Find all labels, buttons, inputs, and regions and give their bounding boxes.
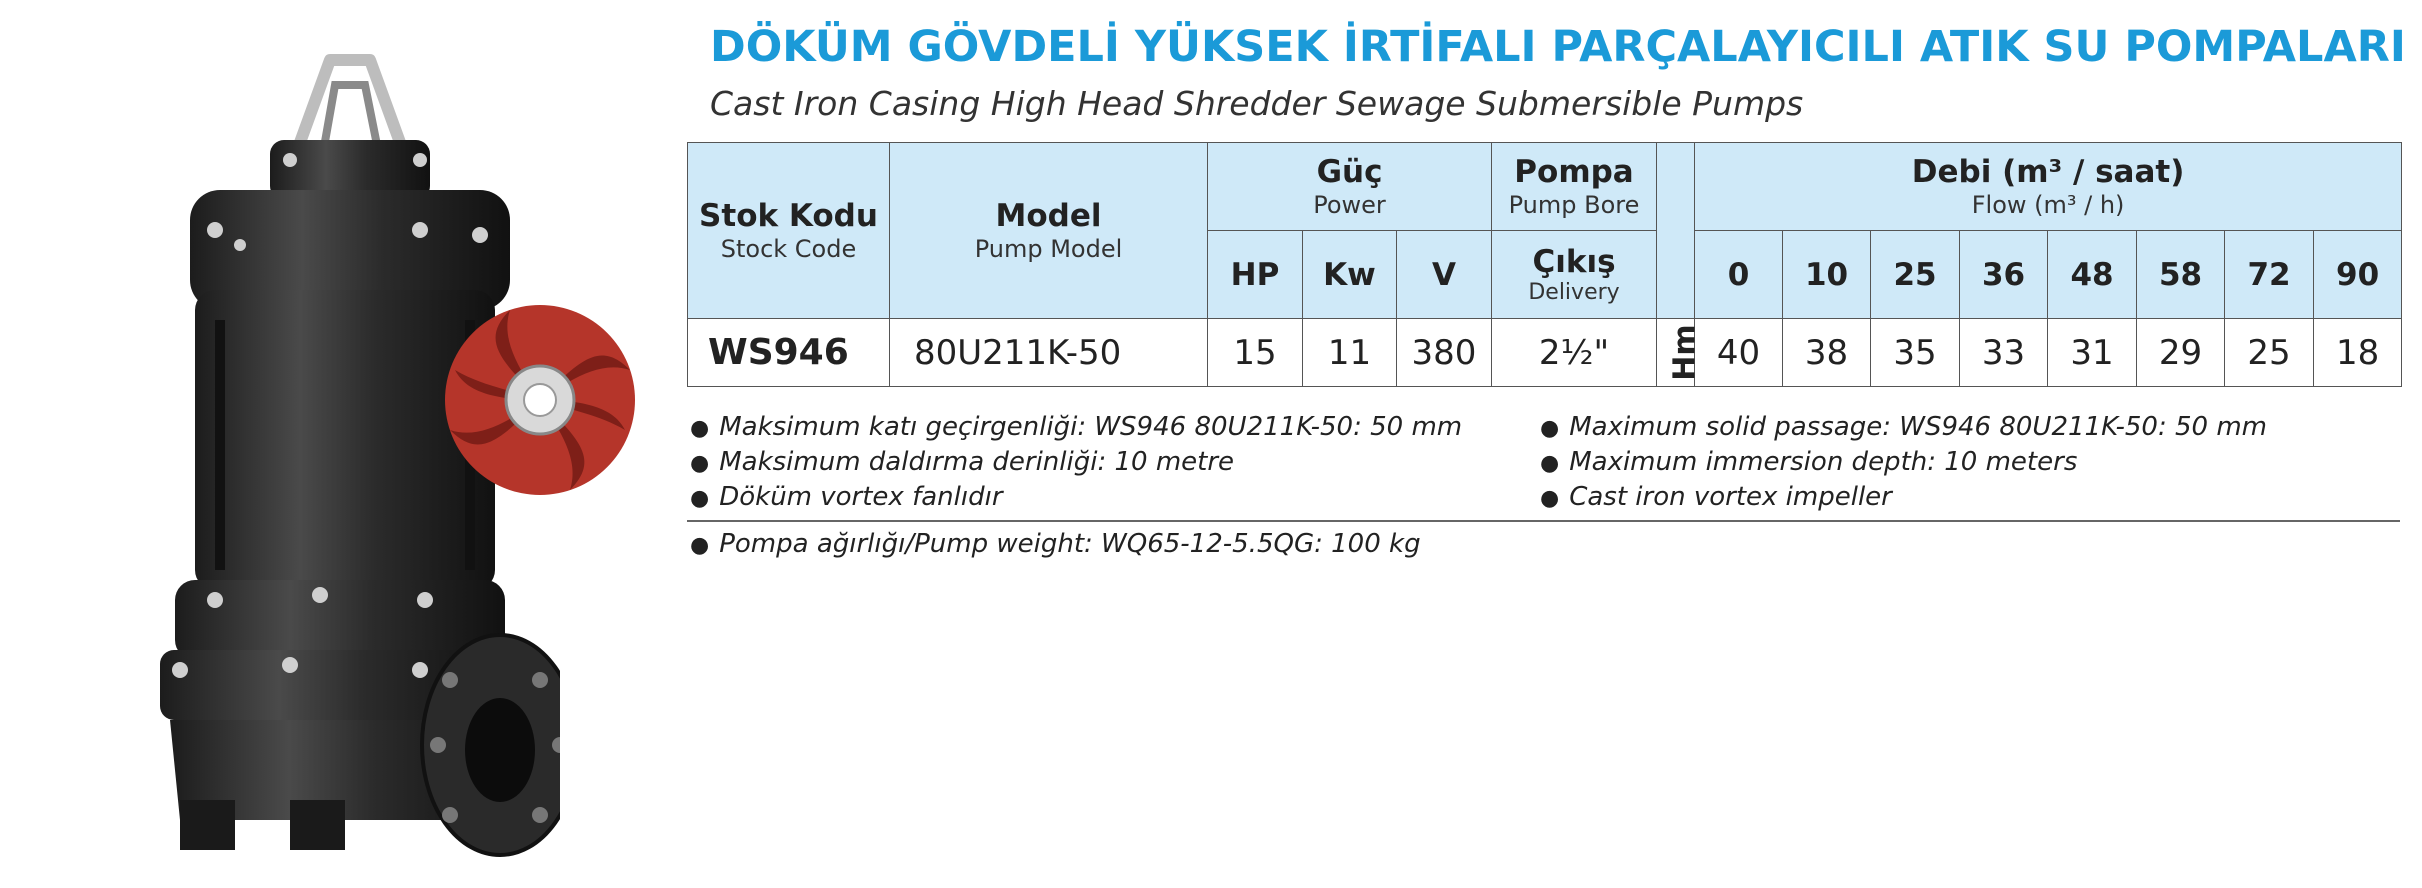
head-cell: 25: [2225, 319, 2314, 387]
head-cell: 18: [2314, 319, 2402, 387]
flow-header-en: Flow (m³ / h): [1971, 190, 2125, 219]
head-cell: 31: [2048, 319, 2137, 387]
delivery-cell: 2½": [1492, 319, 1657, 387]
flow-point: 72: [2225, 231, 2314, 319]
bullet-icon: ●: [1540, 416, 1560, 441]
delivery-header: [1492, 231, 1657, 319]
model-header: [890, 143, 1208, 319]
flow-point: 58: [2137, 231, 2225, 319]
hm-header-cell: [1657, 143, 1695, 319]
notes-english: [1540, 410, 2267, 515]
kw-cell: 11: [1303, 319, 1397, 387]
note-item: ● Maximum solid passage: WS946 80U211K-50: 50 mm: [1540, 412, 2268, 442]
bullet-icon: ●: [1540, 451, 1560, 476]
power-header-en: Power: [1313, 190, 1386, 219]
impeller-image: [440, 300, 640, 500]
flow-point: 90: [2314, 231, 2402, 319]
page-subtitle: Cast Iron Casing High Head Shredder Sewage Submersible Pumps: [710, 84, 1804, 123]
head-cell: 40: [1695, 319, 1783, 387]
stock-code-header: [688, 143, 890, 319]
model-header-tr: Model: [995, 197, 1102, 234]
flow-header: [1695, 143, 2402, 231]
hm-cell: [1657, 319, 1703, 387]
kw-header: Kw: [1303, 231, 1397, 319]
note-item: ● Maximum immersion depth: 10 meters: [1540, 447, 2078, 477]
flow-point: 36: [1960, 231, 2048, 319]
v-cell: 380: [1397, 319, 1492, 387]
bore-header-en: Pump Bore: [1508, 190, 1640, 219]
delivery-header-en: Delivery: [1528, 279, 1620, 305]
bullet-icon: ●: [690, 451, 710, 476]
bullet-icon: ●: [1540, 486, 1560, 511]
bore-header: [1492, 143, 1657, 231]
head-cell: 38: [1783, 319, 1871, 387]
note-item: ● Cast iron vortex impeller: [1540, 482, 1892, 512]
flow-header-tr: Debi (m³ / saat): [1911, 153, 2185, 190]
model-cell: 80U211K-50: [890, 319, 1208, 387]
stock-code-header-en: Stock Code: [720, 234, 857, 263]
stock-code-header-tr: Stok Kodu: [699, 197, 878, 234]
spec-table: [687, 142, 2402, 387]
page-title: DÖKÜM GÖVDELİ YÜKSEK İRTİFALI PARÇALAYICILI ATIK SU POMPALARI: [710, 22, 2406, 72]
notes-turkish: [690, 410, 1462, 515]
hm-label: Hm: [1667, 324, 1703, 381]
head-cell: 33: [1960, 319, 2048, 387]
flow-point: 10: [1783, 231, 1871, 319]
bullet-icon: ●: [690, 533, 710, 558]
flow-point: 25: [1871, 231, 1960, 319]
note-item: ● Maksimum daldırma derinliği: 10 metre: [690, 447, 1235, 477]
flow-point: 48: [2048, 231, 2137, 319]
note-item: ● Döküm vortex fanlıdır: [690, 482, 1003, 512]
power-header: [1208, 143, 1492, 231]
power-header-tr: Güç: [1316, 153, 1383, 190]
head-cell: 29: [2137, 319, 2225, 387]
v-header: V: [1397, 231, 1492, 319]
flow-point: 0: [1695, 231, 1783, 319]
delivery-header-tr: Çıkış: [1532, 243, 1616, 280]
bullet-icon: ●: [690, 486, 710, 511]
note-item: ● Maksimum katı geçirgenliği: WS946 80U211K-50: 50 mm: [690, 412, 1463, 442]
head-cell: 35: [1871, 319, 1960, 387]
model-header-en: Pump Model: [974, 234, 1123, 263]
bullet-icon: ●: [690, 416, 710, 441]
hp-cell: 15: [1208, 319, 1303, 387]
weight-note: ● Pompa ağırlığı/Pump weight: WQ65-12-5.5QG: 100 kg: [690, 529, 1421, 559]
hp-header: HP: [1208, 231, 1303, 319]
divider: [687, 520, 2400, 522]
table-row: [688, 319, 2402, 387]
bore-header-tr: Pompa: [1514, 153, 1634, 190]
stock-code-cell: WS946: [688, 319, 890, 387]
